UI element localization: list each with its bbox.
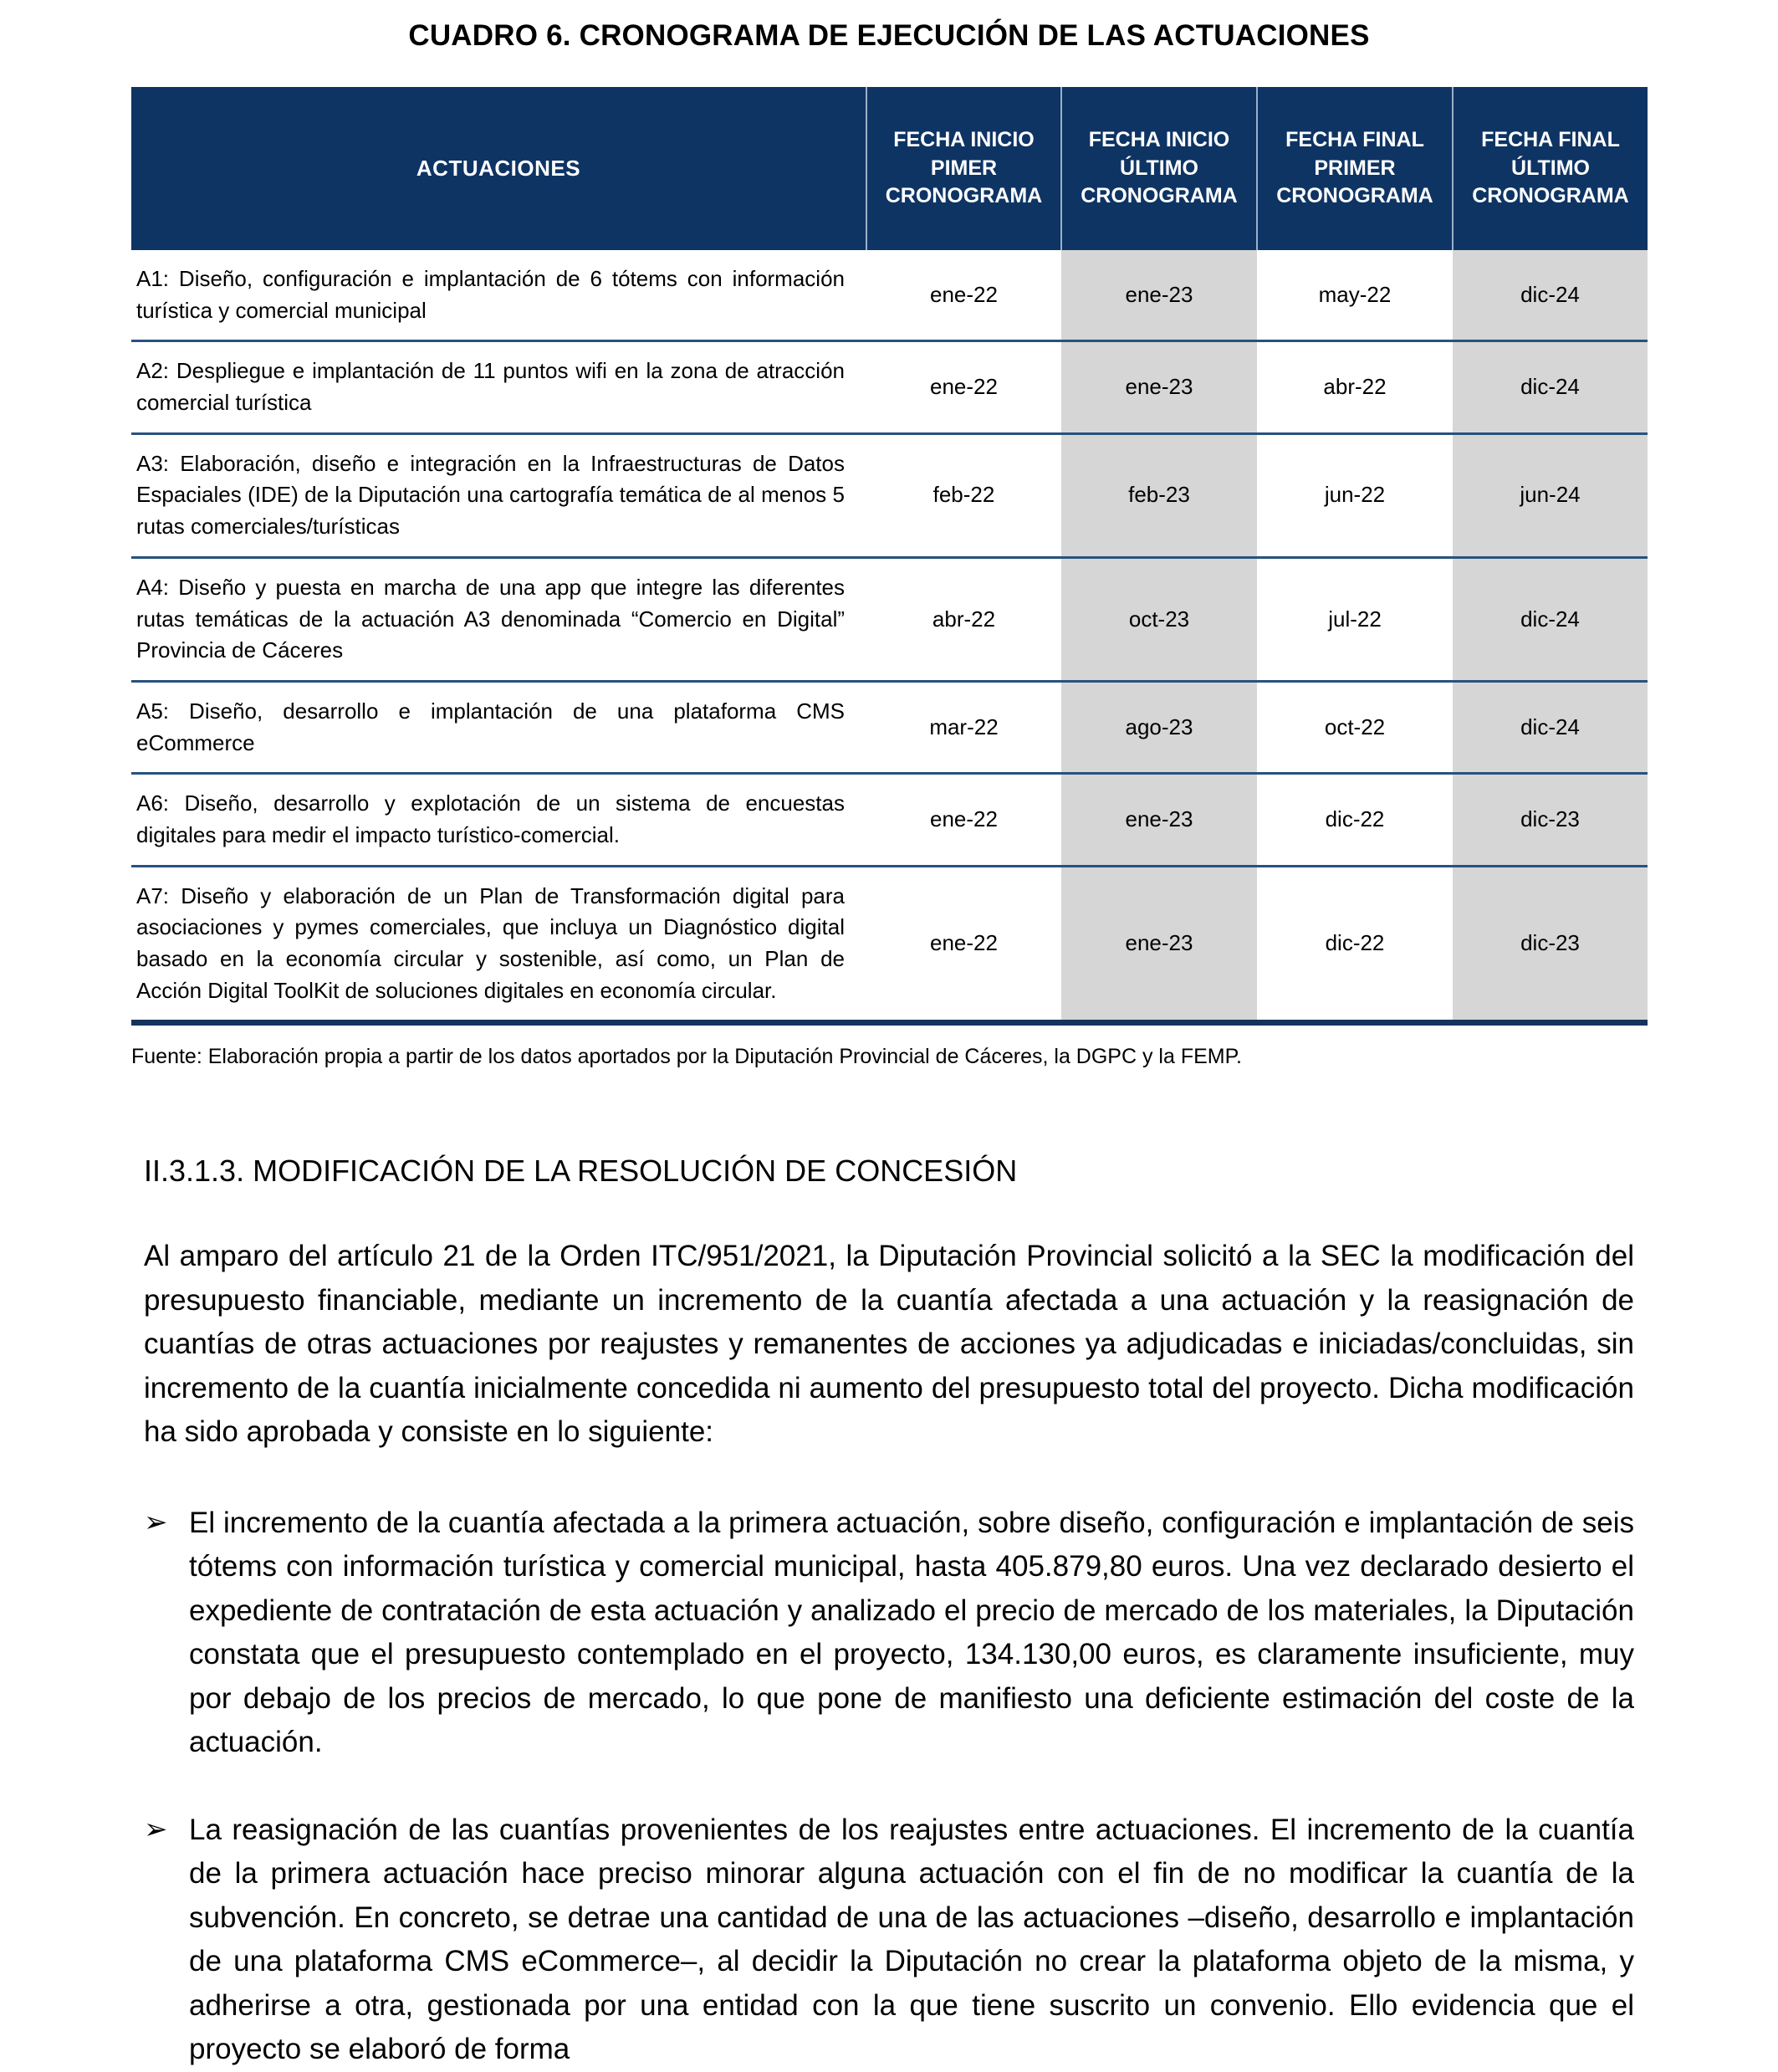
section-heading: II.3.1.3. MODIFICACIÓN DE LA RESOLUCIÓN DE CONCESIÓN — [144, 1154, 1018, 1189]
cell-final-ultimo: dic-24 — [1453, 681, 1648, 773]
column-header-inicio-primer — [866, 87, 1061, 250]
header-line-3: CRONOGRAMA — [1081, 184, 1238, 208]
table-header-row — [131, 87, 1648, 250]
cell-inicio-ultimo: ene-23 — [1061, 866, 1257, 1023]
cell-actuacion: A6: Diseño, desarrollo y explotación de un sistema de encuestas digitales para medir el impacto turístico-comercial. — [131, 774, 866, 866]
header-line-3: CRONOGRAMA — [1276, 184, 1433, 208]
arrowhead-bullet-icon: ➢ — [144, 1813, 168, 1845]
cell-actuacion: A2: Despliegue e implantación de 11 puntos wifi en la zona de atracción comercial turística — [131, 341, 866, 433]
arrowhead-bullet-icon: ➢ — [144, 1506, 168, 1538]
cell-final-primer: jul-22 — [1257, 557, 1453, 681]
table-row — [131, 866, 1648, 1023]
cell-final-primer: dic-22 — [1257, 866, 1453, 1023]
header-line-2: ÚLTIMO — [1120, 156, 1198, 180]
cell-inicio-ultimo: feb-23 — [1061, 433, 1257, 557]
table-head — [131, 87, 1648, 250]
header-line-1: FECHA INICIO — [893, 127, 1035, 151]
cronograma-table-wrapper — [131, 87, 1648, 1026]
table-row — [131, 774, 1648, 866]
cell-final-primer: oct-22 — [1257, 681, 1453, 773]
list-item — [144, 1809, 1634, 2072]
cell-inicio-primer: feb-22 — [866, 433, 1061, 557]
table-row — [131, 433, 1648, 557]
list-item-text: El incremento de la cuantía afectada a la primera actuación, sobre diseño, configuración e implantación de seis tótems con información turística y comercial municipal, hasta 405.879,80 euros. Una vez declarado desierto el expediente de contratación de esta actuación y analizado el precio de mercado de los materiales, la Diputación constata que el presupuesto contemplado en el proyecto, 134.130,00 euros, es claramente insuficiente, muy por debajo de los precios de mercado, lo que pone de manifiesto una deficiente estimación del coste de la actuación. — [189, 1506, 1634, 1759]
cell-inicio-primer: ene-22 — [866, 866, 1061, 1023]
cell-actuacion: A3: Elaboración, diseño e integración en la Infraestructuras de Datos Espaciales (IDE) de la Diputación una cartografía temática de al menos 5 rutas comerciales/turísticas — [131, 433, 866, 557]
cell-inicio-primer: mar-22 — [866, 681, 1061, 773]
header-line-1: FECHA FINAL — [1481, 127, 1620, 151]
cell-inicio-ultimo: ene-23 — [1061, 250, 1257, 341]
column-header-inicio-ultimo — [1061, 87, 1257, 250]
cell-inicio-ultimo: ene-23 — [1061, 774, 1257, 866]
list-item-text: La reasignación de las cuantías provenientes de los reajustes entre actuaciones. El incremento de la cuantía de la primera actuación hace preciso minorar alguna actuación con el fin de no modificar la cuantía de la subvención. En concreto, se detrae una cantidad de una de las actuaciones –diseño, desarrollo e implantación de una plataforma CMS eCommerce–, al decidir la Diputación no crear la plataforma objeto de la misma, y adherirse a otra, gestionada por una entidad con la que tiene suscrito un convenio. Ello evidencia que el proyecto se elaboró de forma — [189, 1813, 1634, 2066]
cell-inicio-primer: abr-22 — [866, 557, 1061, 681]
table-row — [131, 341, 1648, 433]
header-line-1: FECHA INICIO — [1088, 127, 1230, 151]
cell-final-ultimo: dic-23 — [1453, 866, 1648, 1023]
cell-final-primer: abr-22 — [1257, 341, 1453, 433]
header-line-2: PRIMER — [1314, 156, 1396, 180]
header-line-1: FECHA FINAL — [1285, 127, 1424, 151]
cell-inicio-ultimo: ene-23 — [1061, 341, 1257, 433]
cell-actuacion: A1: Diseño, configuración e implantación de 6 tótems con información turística y comercial municipal — [131, 250, 866, 341]
header-line-2: PIMER — [930, 156, 998, 180]
cell-actuacion: A7: Diseño y elaboración de un Plan de Transformación digital para asociaciones y pymes comerciales, que incluya un Diagnóstico digital basado en la economía circular y sostenible, así como, un Plan de Acción Digital ToolKit de soluciones digitales en economía circular. — [131, 866, 866, 1023]
cell-final-ultimo: dic-24 — [1453, 557, 1648, 681]
cell-inicio-primer: ene-22 — [866, 250, 1061, 341]
bullet-list — [144, 1502, 1634, 2072]
cell-actuacion: A5: Diseño, desarrollo e implantación de una plataforma CMS eCommerce — [131, 681, 866, 773]
intro-paragraph: Al amparo del artículo 21 de la Orden ITC/951/2021, la Diputación Provincial solicitó a la SEC la modificación del presupuesto financiable, mediante un incremento de la cuantía afectada a una actuación y la reasignación de cuantías de otras actuaciones por reajustes y remanentes de acciones ya adjudicadas e iniciadas/concluidas, sin incremento de la cuantía inicialmente concedida ni aumento del presupuesto total del proyecto. Dicha modificación ha sido aprobada y consiste en lo siguiente: — [144, 1240, 1634, 1449]
cell-final-ultimo: dic-23 — [1453, 774, 1648, 866]
column-header-final-ultimo — [1453, 87, 1648, 250]
cell-final-ultimo: jun-24 — [1453, 433, 1648, 557]
cronograma-table — [131, 87, 1648, 1026]
cell-final-primer: jun-22 — [1257, 433, 1453, 557]
cell-inicio-primer: ene-22 — [866, 774, 1061, 866]
cell-inicio-ultimo: ago-23 — [1061, 681, 1257, 773]
column-header-final-primer — [1257, 87, 1453, 250]
cell-final-ultimo: dic-24 — [1453, 250, 1648, 341]
list-item — [144, 1502, 1634, 1765]
page-title: CUADRO 6. CRONOGRAMA DE EJECUCIÓN DE LAS ACTUACIONES — [408, 19, 1370, 52]
header-line-2: ÚLTIMO — [1511, 156, 1590, 180]
cell-actuacion: A4: Diseño y puesta en marcha de una app que integre las diferentes rutas temáticas de la actuación A3 denominada “Comercio en Digital” Provincia de Cáceres — [131, 557, 866, 681]
document-page — [0, 18, 1778, 2072]
table-body — [131, 250, 1648, 1023]
table-row — [131, 250, 1648, 341]
table-row — [131, 681, 1648, 773]
table-row — [131, 557, 1648, 681]
cell-inicio-ultimo: oct-23 — [1061, 557, 1257, 681]
cell-final-primer: dic-22 — [1257, 774, 1453, 866]
cell-inicio-primer: ene-22 — [866, 341, 1061, 433]
cell-final-ultimo: dic-24 — [1453, 341, 1648, 433]
column-header-actuaciones: ACTUACIONES — [131, 87, 866, 250]
table-source-note: Fuente: Elaboración propia a partir de los datos aportados por la Diputación Provincial de Cáceres, la DGPC y la FEMP. — [131, 1045, 1243, 1069]
header-line-3: CRONOGRAMA — [1472, 184, 1629, 208]
header-line-3: CRONOGRAMA — [885, 184, 1043, 208]
cell-final-primer: may-22 — [1257, 250, 1453, 341]
